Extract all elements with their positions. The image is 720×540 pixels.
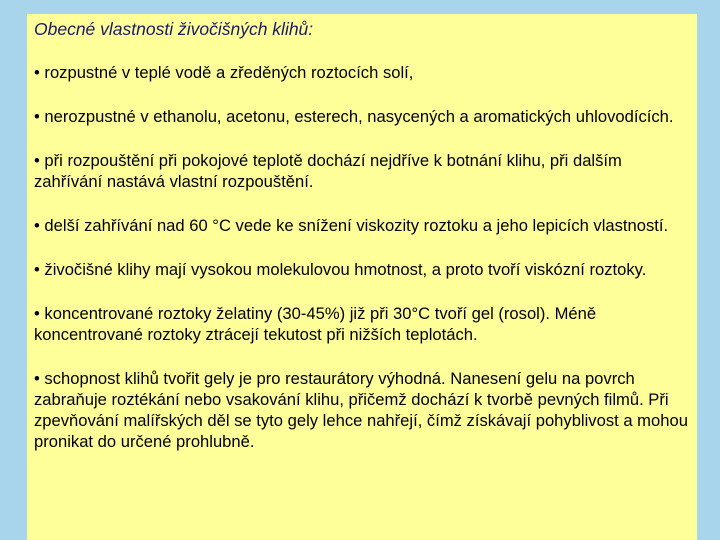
bullet-swelling: • při rozpouštění při pokojové teplotě dochází nejdříve k botnání klihu, při dalším zahřívání nastává vlastní rozpouštění. <box>34 151 622 191</box>
bullet-insolubility: • nerozpustné v ethanolu, acetonu, esterech, nasycených a aromatických uhlovodících. <box>34 107 674 126</box>
bullet-restoration-gels: • schopnost klihů tvořit gely je pro restaurátory výhodná. Nanesení gelu na povrch zabraňuje roztékání nebo vsakování klihu, přičemž dochází k tvorbě pevných filmů. Při zpevňování malířských děl se tyto gely lehce nahřejí, čímž získávají pohyblivost a mohou pronikat do určené prohlubně. <box>34 369 688 451</box>
bullet-solubility: • rozpustné v teplé vodě a zředěných roztocích solí, <box>34 63 414 82</box>
bullet-molecular-weight: • živočišné klihy mají vysokou molekulovou hmotnost, a proto tvoří viskózní roztoky. <box>34 260 647 279</box>
content-panel <box>27 14 697 540</box>
bullet-list <box>34 62 691 452</box>
bullet-heating: • delší zahřívání nad 60 °C vede ke snížení viskozity roztoku a jeho lepicích vlastností. <box>34 216 669 235</box>
slide-title: Obecné vlastnosti živočišných klihů: <box>34 19 314 39</box>
bullet-gelatin-gel: • koncentrované roztoky želatiny (30-45%) již při 30°C tvoří gel (rosol). Méně koncentrované roztoky ztrácejí tekutost při nižších teplotách. <box>34 304 597 344</box>
